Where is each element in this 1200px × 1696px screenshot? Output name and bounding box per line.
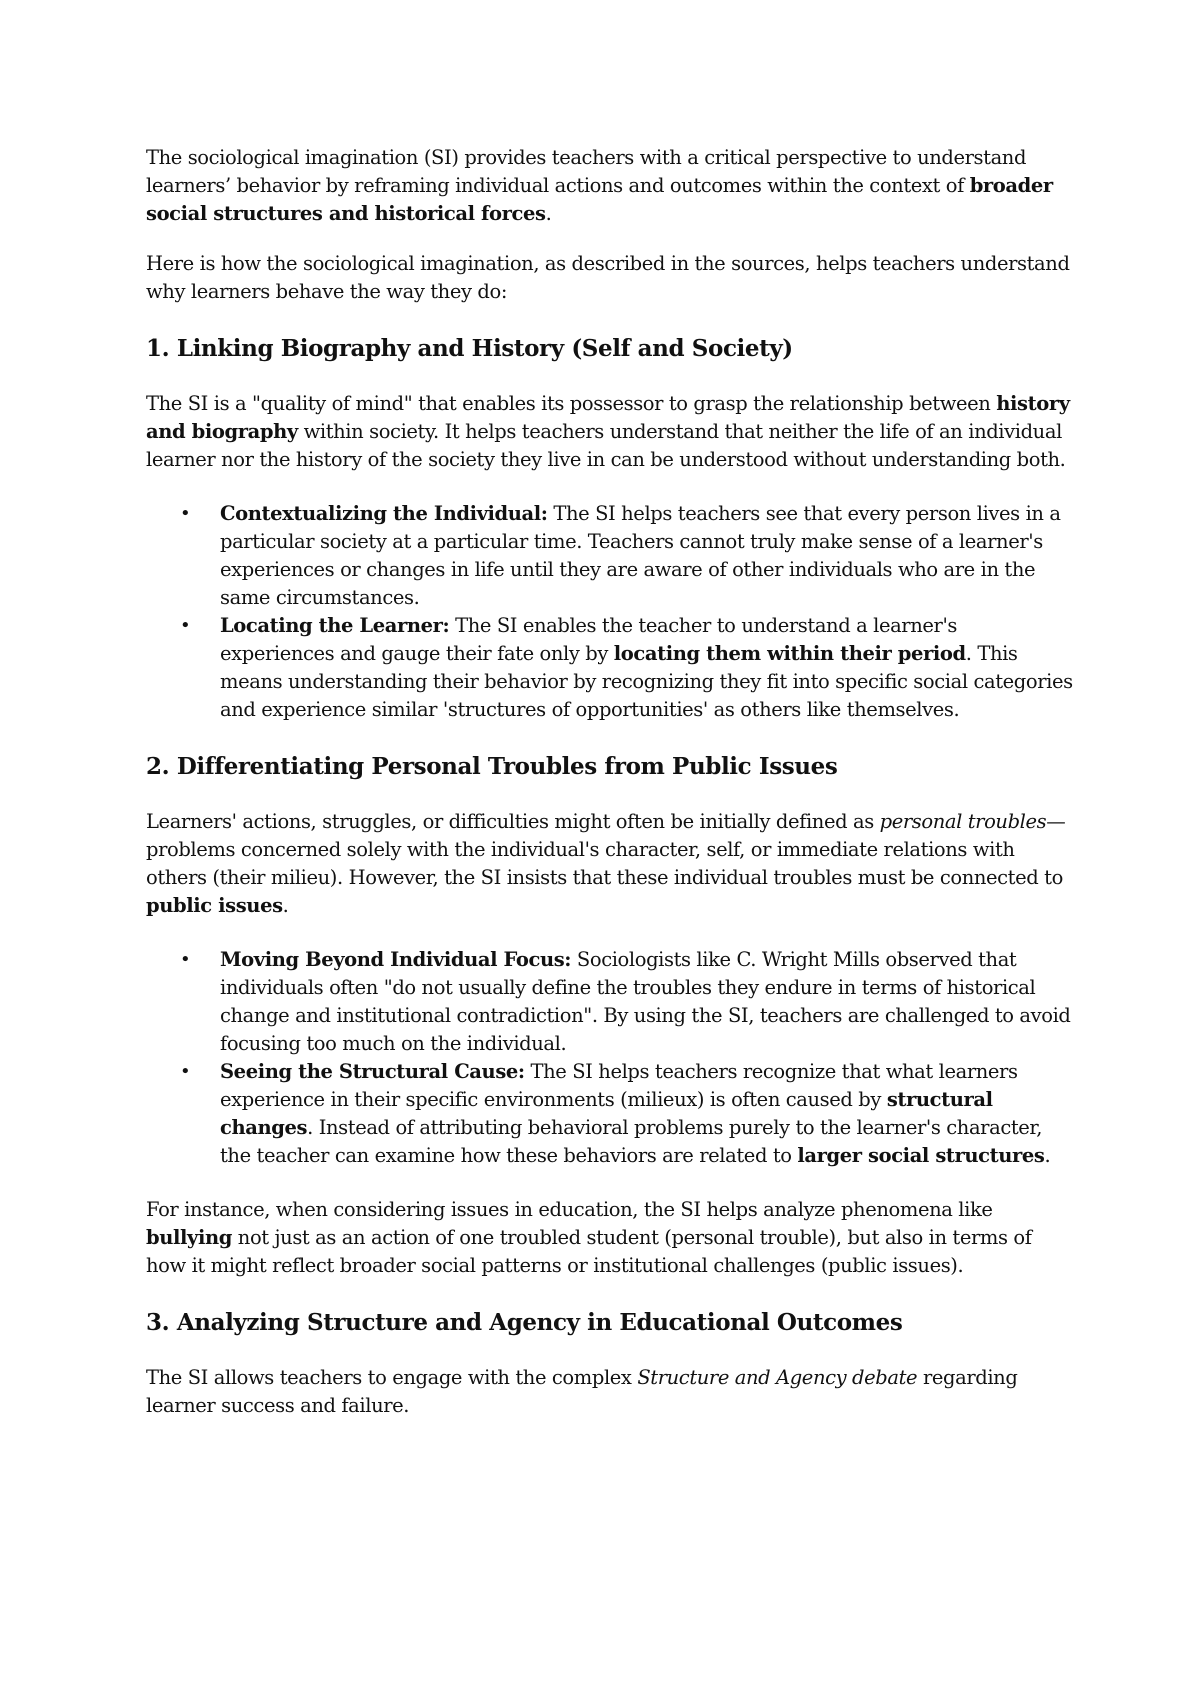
section-2-paragraph: [146, 808, 1076, 920]
bullet-bold-phrase: larger social structures: [797, 1144, 1045, 1167]
list-item: [146, 612, 1076, 724]
bullet-label: Locating the Learner:: [220, 614, 450, 637]
closing-text: For instance, when considering issues in education, the SI helps analyze phenomena like: [146, 1198, 993, 1221]
bullet-text-end: .: [1044, 1144, 1051, 1167]
list-item: [146, 500, 1076, 612]
closing-bold-phrase: bullying: [146, 1226, 232, 1249]
section-1-bold-phrase: history and biography: [146, 392, 1070, 443]
bullet-text-middle: . Instead of attributing behavioral problems purely to the learner's character, the teacher can examine how these behaviors are related to: [220, 1116, 1042, 1167]
section-3-paragraph: [146, 1364, 1076, 1420]
section-3-text-end: regarding learner success and failure.: [146, 1366, 1018, 1417]
section-3-text: The SI allows teachers to engage with the complex: [146, 1366, 638, 1389]
section-2-bold-phrase: public issues: [146, 894, 283, 917]
list-item: [146, 946, 1076, 1058]
bullet-label: Contextualizing the Individual:: [220, 502, 548, 525]
section-2-text: Learners' actions, struggles, or difficulties might often be initially defined as: [146, 810, 880, 833]
bullet-text-end: . This means understanding their behavior by recognizing they fit into specific social categories and experience similar 'structures of opportunities' as others like themselves.: [220, 642, 1073, 721]
bullet-icon: •: [180, 615, 191, 636]
bullet-text: The SI helps teachers see that every person lives in a particular society at a particular time. Teachers cannot truly make sense of a learner's experiences or changes in life until they are aware of other individuals who are in the same circumstances.: [220, 502, 1061, 609]
bullet-icon: •: [180, 503, 191, 524]
intro-text: The sociological imagination (SI) provides teachers with a critical perspective to understand learners’ behavior by reframing individual actions and outcomes within the context of: [146, 146, 1027, 197]
list-item: [146, 1058, 1076, 1170]
bullet-label: Moving Beyond Individual Focus:: [220, 948, 572, 971]
intro-bold-phrase: broader social structures and historical forces: [146, 174, 1053, 225]
section-1-bullet-list: [146, 500, 1076, 724]
section-1-paragraph: [146, 390, 1076, 474]
section-1-heading: 1. Linking Biography and History (Self and Society): [146, 335, 793, 362]
section-2-italic-phrase: personal troubles: [879, 810, 1047, 833]
closing-text-end: not just as an action of one troubled student (personal trouble), but also in terms of how it might reflect broader social patterns or institutional challenges (public issues).: [146, 1226, 1032, 1277]
intro-text-end: .: [545, 202, 552, 225]
bullet-bold-phrase: structural changes: [220, 1088, 993, 1139]
document-page: [146, 144, 1076, 1420]
intro-paragraph-2: Here is how the sociological imagination, as described in the sources, helps teachers understand why learners behave the way they do:: [146, 252, 1070, 303]
bullet-bold-phrase: locating them within their period: [613, 642, 966, 665]
bullet-text: Sociologists like C. Wright Mills observed that individuals often "do not usually define the troubles they endure in terms of historical change and institutional contradiction". By using the SI, teachers are challenged to avoid focusing too much on the individual.: [220, 948, 1071, 1055]
section-2-closing-paragraph: [146, 1196, 1076, 1280]
section-2-bullet-list: [146, 946, 1076, 1170]
bullet-icon: •: [180, 1061, 191, 1082]
bullet-label: Seeing the Structural Cause:: [220, 1060, 525, 1083]
bullet-text: The SI helps teachers recognize that what learners experience in their specific environments (milieux) is often caused by: [220, 1060, 1018, 1111]
bullet-icon: •: [180, 949, 191, 970]
intro-paragraph-1: [146, 144, 1076, 228]
section-2-text-end: .: [282, 894, 289, 917]
section-1-text-end: within society. It helps teachers understand that neither the life of an individual learner nor the history of the society they live in can be understood without understanding both.: [146, 420, 1066, 471]
section-2-text-middle: —problems concerned solely with the individual's character, self, or immediate relations with others (their milieu). However, the SI insists that these individual troubles must be connected to: [146, 810, 1066, 889]
section-3-italic-phrase: Structure and Agency debate: [637, 1366, 918, 1389]
section-3-heading: 3. Analyzing Structure and Agency in Educational Outcomes: [146, 1309, 903, 1336]
section-1-text: The SI is a "quality of mind" that enables its possessor to grasp the relationship between: [146, 392, 997, 415]
section-2-heading: 2. Differentiating Personal Troubles from Public Issues: [146, 753, 838, 780]
bullet-text: The SI enables the teacher to understand a learner's experiences and gauge their fate only by: [220, 614, 958, 665]
